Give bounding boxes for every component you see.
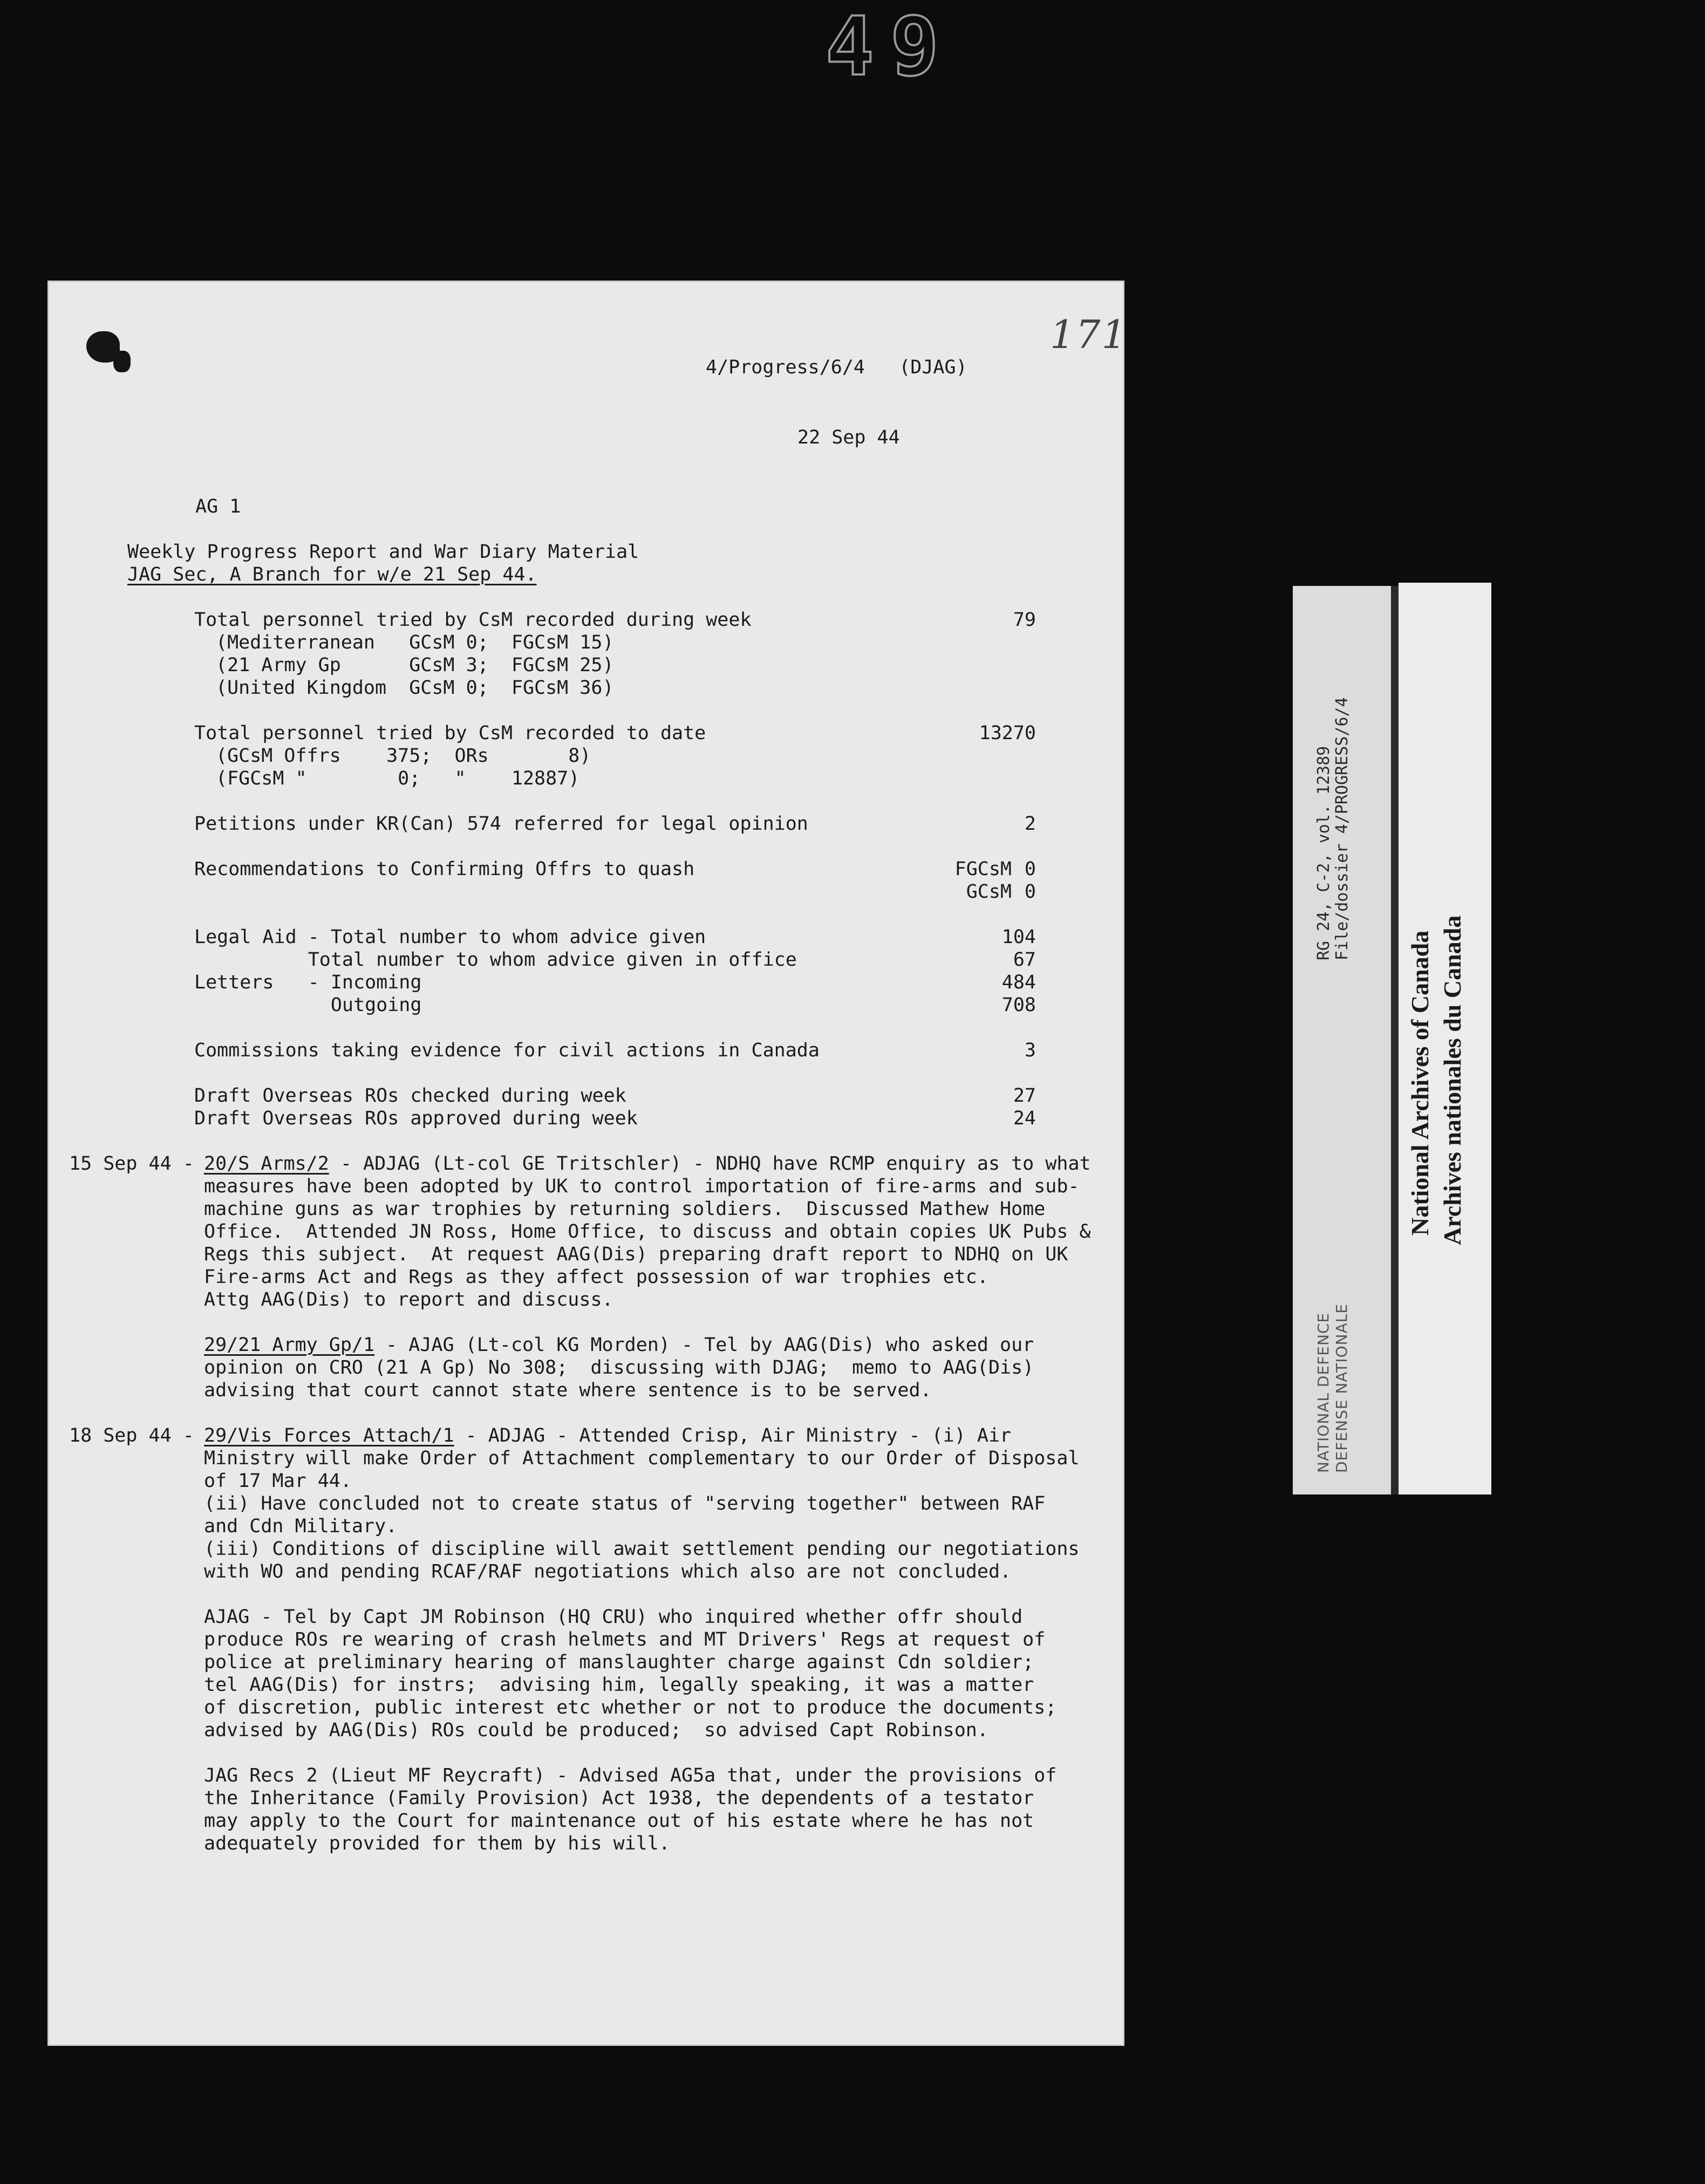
stat-todate-breakdown-line: (FGCsM " 0; " 12887) xyxy=(216,768,580,789)
ink-blot-tail xyxy=(113,351,131,372)
folio-number: 171 xyxy=(1050,312,1128,357)
entry-line: opinion on CRO (21 A Gp) No 308; discussing with DJAG; memo to AAG(Dis) xyxy=(204,1357,1034,1378)
department-name-fr: DEFENSE NATIONALE xyxy=(1333,1303,1351,1473)
entry-first-line xyxy=(204,1424,1011,1447)
entry-line: Fire-arms Act and Regs as they affect possession of war trophies etc. xyxy=(204,1266,988,1288)
entry-first-text: - AJAG (Lt-col KG Morden) - Tel by AAG(Dis) who asked our xyxy=(374,1334,1034,1356)
entry-line: Office. Attended JN Ross, Home Office, to discuss and obtain copies UK Pubs & xyxy=(204,1221,1091,1243)
entry-line: advised by AAG(Dis) ROs could be produced; so advised Capt Robinson. xyxy=(204,1719,988,1741)
stat-rec-fgcsm-value: 0 xyxy=(1024,858,1036,880)
stat-letters-in-value: 484 xyxy=(1001,972,1036,993)
entry-line: Ministry will make Order of Attachment complementary to our Order of Disposal xyxy=(204,1448,1080,1469)
stat-week-breakdown-line: (Mediterranean GCsM 0; FGCsM 15) xyxy=(216,632,614,653)
document-date: 22 Sep 44 xyxy=(797,427,900,448)
stat-recommendations-label: Recommendations to Confirming Offrs to quash xyxy=(194,858,695,880)
stat-commissions-value: 3 xyxy=(1024,1040,1036,1061)
entry-line: Attg AAG(Dis) to report and discuss. xyxy=(204,1289,613,1311)
stat-legal-aid-value: 104 xyxy=(1001,926,1036,948)
entry-first-text: - ADJAG (Lt-col GE Tritschler) - NDHQ have RCMP enquiry as to what xyxy=(329,1153,1091,1175)
entry-date: 18 Sep 44 - xyxy=(69,1425,194,1446)
file-reference: 4/Progress/6/4 (DJAG) xyxy=(706,357,967,378)
department-name-en: NATIONAL DEFENCE xyxy=(1314,1312,1332,1473)
entry-line: advising that court cannot state where sentence is to be served. xyxy=(204,1380,932,1401)
stat-legal-aid-label: Legal Aid - Total number to whom advice given xyxy=(194,926,706,948)
archive-label-divider xyxy=(1391,586,1399,1494)
stat-commissions-label: Commissions taking evidence for civil actions in Canada xyxy=(194,1040,820,1061)
stat-rec-gcsm-label: GCsM xyxy=(966,881,1012,903)
entry-line: with WO and pending RCAF/RAF negotiations which also are not concluded. xyxy=(204,1561,1012,1582)
entry-line: tel AAG(Dis) for instrs; advising him, legally speaking, it was a matter xyxy=(204,1674,1034,1696)
entry-line: machine guns as war trophies by returning soldiers. Discussed Mathew Home xyxy=(204,1198,1046,1220)
entry-line: of 17 Mar 44. xyxy=(204,1470,352,1492)
entry-line: produce ROs re wearing of crash helmets and MT Drivers' Regs at request of xyxy=(204,1629,1046,1650)
addressee: AG 1 xyxy=(195,496,241,517)
entry-line: and Cdn Military. xyxy=(204,1516,398,1537)
stat-petitions-value: 2 xyxy=(1024,813,1036,835)
entry-line: of discretion, public interest etc whether or not to produce the documents; xyxy=(204,1697,1057,1718)
stat-todate-value: 13270 xyxy=(979,722,1036,744)
entry-line: the Inheritance (Family Provision) Act 1938, the dependents of a testator xyxy=(204,1787,1034,1809)
stat-rec-fgcsm-label: FGCsM xyxy=(954,858,1012,880)
stat-rec-gcsm-value: 0 xyxy=(1024,881,1036,903)
stat-week-breakdown-line: (United Kingdom GCsM 0; FGCsM 36) xyxy=(216,677,614,699)
stat-ros-checked-value: 27 xyxy=(1013,1085,1036,1107)
entry-line: adequately provided for them by his will. xyxy=(204,1833,670,1854)
film-frame-number: 49 xyxy=(825,0,956,94)
entry-line: measures have been adopted by UK to control importation of fire-arms and sub- xyxy=(204,1176,1080,1197)
stat-todate-breakdown-line: (GCsM Offrs 375; ORs 8) xyxy=(216,745,591,767)
entry-line: may apply to the Court for maintenance out of his estate where he has not xyxy=(204,1810,1034,1832)
stat-legal-aid-office-value: 67 xyxy=(1013,949,1036,971)
archives-name-en: National Archives of Canada xyxy=(1406,930,1434,1236)
entry-line: (iii) Conditions of discipline will await settlement pending our negotiations xyxy=(204,1538,1080,1560)
entry-first-text: - ADJAG - Attended Crisp, Air Ministry - (i) Air xyxy=(454,1425,1012,1446)
stat-petitions-label: Petitions under KR(Can) 574 referred for legal opinion xyxy=(194,813,808,835)
stat-week-label: Total personnel tried by CsM recorded during week xyxy=(194,609,752,631)
stat-letters-in-label: Letters - Incoming xyxy=(194,972,422,993)
entry-file-ref: 20/S Arms/2 xyxy=(204,1153,329,1175)
entry-line: police at preliminary hearing of manslaughter charge against Cdn soldier; xyxy=(204,1651,1034,1673)
entry-file-ref: 29/Vis Forces Attach/1 xyxy=(204,1425,454,1446)
entry-line: Regs this subject. At request AAG(Dis) preparing draft report to NDHQ on UK xyxy=(204,1244,1068,1265)
entry-line: JAG Recs 2 (Lieut MF Reycraft) - Advised AG5a that, under the provisions of xyxy=(204,1765,1057,1786)
stat-legal-aid-office-label: Total number to whom advice given in office xyxy=(194,949,797,971)
entry-date: 15 Sep 44 - xyxy=(69,1153,194,1175)
stat-week-breakdown-line: (21 Army Gp GCsM 3; FGCsM 25) xyxy=(216,654,614,676)
entry-first-line xyxy=(204,1334,1034,1356)
archives-name-fr: Archives nationales du Canada xyxy=(1438,915,1466,1245)
stat-ros-checked-label: Draft Overseas ROs checked during week xyxy=(194,1085,626,1107)
entry-file-ref: 29/21 Army Gp/1 xyxy=(204,1334,375,1356)
entry-first-line xyxy=(204,1152,1091,1175)
stat-letters-out-label: Outgoing xyxy=(194,994,422,1016)
entry-line: (ii) Have concluded not to create status of "serving together" between RAF xyxy=(204,1493,1046,1514)
stat-ros-approved-value: 24 xyxy=(1013,1108,1036,1129)
entry-line: AJAG - Tel by Capt JM Robinson (HQ CRU) who inquired whether offr should xyxy=(204,1606,1023,1628)
report-subtitle: JAG Sec, A Branch for w/e 21 Sep 44. xyxy=(127,564,537,585)
stat-todate-label: Total personnel tried by CsM recorded to date xyxy=(194,722,706,744)
report-title: Weekly Progress Report and War Diary Material xyxy=(127,541,639,563)
archive-reference-line: File/dossier 4/PROGRESS/6/4 xyxy=(1333,697,1352,960)
stat-week-value: 79 xyxy=(1013,609,1036,631)
archive-reference-line: RG 24, C-2, vol. 12389 xyxy=(1314,746,1333,960)
stat-letters-out-value: 708 xyxy=(1001,994,1036,1016)
stat-ros-approved-label: Draft Overseas ROs approved during week xyxy=(194,1108,638,1129)
